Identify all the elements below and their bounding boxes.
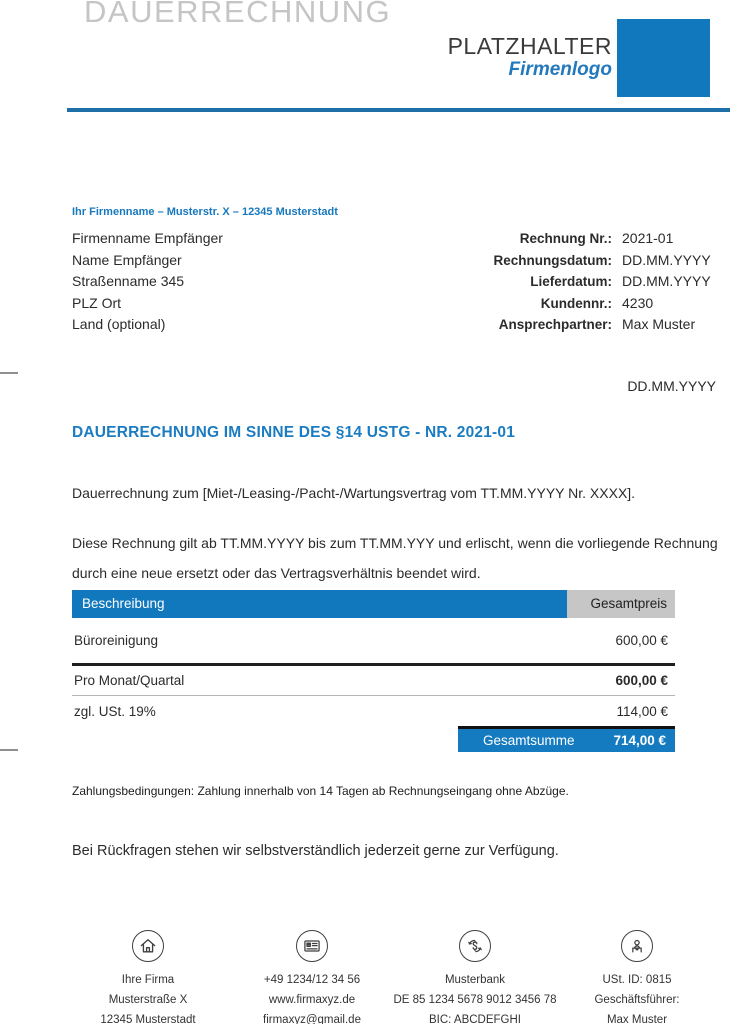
- subtotal-row: [72, 666, 675, 696]
- recipient-line: Straßenname 345: [72, 273, 185, 289]
- footer-email: firmaxyz@gmail.de: [263, 1014, 361, 1024]
- payment-terms: Zahlungsbedingungen: Zahlung innerhalb von 14 Tagen ab Rechnungseingang ohne Abzüge.: [72, 784, 569, 798]
- tax-value: 114,00 €: [616, 703, 668, 719]
- subtotal-value: 600,00 €: [615, 673, 668, 688]
- meta-row-contact-person: [430, 314, 716, 336]
- meta-label: Lieferdatum:: [530, 274, 612, 289]
- logo-placeholder-square: [617, 19, 710, 97]
- invoice-meta-block: [430, 228, 716, 336]
- tax-row: [72, 696, 675, 726]
- item-description: Büroreinigung: [74, 633, 159, 648]
- recipient-address-block: [72, 228, 223, 336]
- meta-row-invoice-number: [430, 228, 716, 250]
- recipient-line: Land (optional): [72, 316, 166, 332]
- item-price: 600,00 €: [615, 633, 668, 648]
- logo-subtitle: Firmenlogo: [508, 59, 612, 80]
- contact-card-icon: [296, 930, 328, 962]
- footer-company-city: 12345 Musterstadt: [100, 1014, 196, 1024]
- table-row: [72, 618, 675, 666]
- footer-bank-name: Musterbank: [444, 974, 506, 986]
- footer-phone: +49 1234/12 34 56: [263, 974, 361, 986]
- footer-column-management: [557, 930, 717, 1024]
- meta-label: Ansprechpartner:: [498, 317, 612, 332]
- meta-value: DD.MM.YYYY: [622, 251, 711, 268]
- meta-label: Rechnungsdatum:: [493, 252, 612, 268]
- footer-vat-id: USt. ID: 0815: [602, 974, 672, 986]
- footer-managing-director-name: Max Muster: [606, 1014, 668, 1024]
- footer-company-name: Ihre Firma: [121, 974, 175, 986]
- recipient-line: Name Empfänger: [72, 251, 182, 268]
- table-header-row: [72, 590, 675, 618]
- fold-mark-bottom: [0, 749, 18, 751]
- meta-label: Kundennr.:: [540, 295, 612, 311]
- subtotal-label: Pro Monat/Quartal: [74, 673, 185, 688]
- column-header-total-price: Gesamtpreis: [567, 590, 675, 618]
- meta-value: 4230: [622, 294, 654, 311]
- recipient-line: PLZ Ort: [72, 294, 122, 311]
- meta-value: DD.MM.YYYY: [622, 273, 711, 289]
- footer-column-bank: [375, 930, 575, 1024]
- person-stamp-icon: [621, 930, 653, 962]
- contract-reference-paragraph: Dauerrechnung zum [Miet-/Leasing-/Pacht-/Wartungsvertrag vom TT.MM.YYYY Nr. XXXX].: [72, 485, 636, 501]
- footer-bic: BIC: ABCDEFGHI: [428, 1014, 522, 1024]
- meta-label: Rechnung Nr.:: [519, 231, 612, 246]
- footer-column-contact: [232, 930, 392, 1024]
- header-divider: [67, 108, 730, 112]
- footer-iban: DE 85 1234 5678 9012 3456 78: [393, 994, 557, 1006]
- meta-row-customer-number: [430, 293, 716, 315]
- grand-total-label: Gesamtsumme: [483, 733, 575, 748]
- grand-total-value: 714,00 €: [613, 733, 666, 748]
- closing-remark: Bei Rückfragen stehen wir selbstverständlich jederzeit gerne zur Verfügung.: [72, 843, 559, 859]
- sender-return-address: Ihr Firmenname – Musterstr. X – 12345 Musterstadt: [72, 206, 338, 218]
- invoice-heading: DAUERRECHNUNG IM SINNE DES §14 USTG - NR. 2021-01: [72, 424, 516, 441]
- line-items-table: [72, 590, 675, 752]
- meta-row-delivery-date: [430, 271, 716, 293]
- logo-company-name: PLATZHALTER: [447, 33, 612, 59]
- letter-date: DD.MM.YYYY: [627, 378, 716, 394]
- meta-value: Max Muster: [622, 316, 696, 332]
- validity-paragraph: Diese Rechnung gilt ab TT.MM.YYYY bis zum TT.MM.YYY und erlischt, wenn die vorliegende Rechnung durch eine neue ersetzt oder das Vertragsverhältnis beendet wird.: [72, 535, 718, 581]
- footer-column-company: [68, 930, 228, 1024]
- meta-value: 2021-01: [622, 230, 674, 246]
- meta-row-invoice-date: [430, 250, 716, 272]
- document-title: DAUERRECHNUNG: [84, 0, 392, 29]
- grand-total-row: [458, 726, 675, 752]
- footer-managing-director-label: Geschäftsführer:: [594, 994, 680, 1006]
- footer-website: www.firmaxyz.de: [268, 994, 356, 1006]
- footer-company-street: Musterstraße X: [108, 994, 188, 1006]
- bank-transfer-icon: [459, 930, 491, 962]
- recipient-line: Firmenname Empfänger: [72, 230, 223, 246]
- fold-mark-top: [0, 372, 18, 374]
- column-header-description: Beschreibung: [72, 590, 567, 618]
- tax-label: zgl. USt. 19%: [74, 703, 156, 719]
- home-icon: [132, 930, 164, 962]
